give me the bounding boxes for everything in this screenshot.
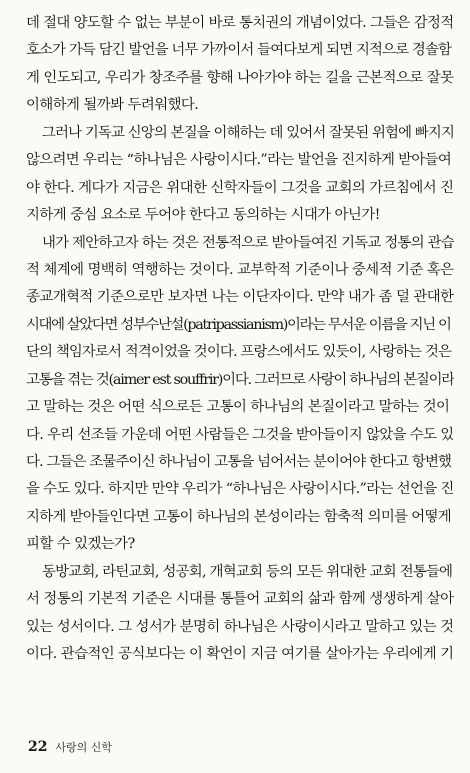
page-number: 22 [28, 739, 48, 755]
text-line: 단의 책임자로서 적격이었을 것이다. 프랑스에서도 있듯이, 사랑하는 것은 [26, 344, 452, 361]
text-line: 피할 수 있겠는가? [26, 536, 135, 553]
body-text [26, 10, 454, 669]
text-line: 고통을 겪는 것(aimer est souffrir)이다. 그러므로 사랑이 하나님의 본질이라 [26, 371, 454, 388]
page-footer [28, 739, 112, 755]
text-line: 종교개혁적 기준으로만 보자면 나는 이단자이다. 만약 내가 좀 덜 관대한 [26, 289, 454, 306]
text-line: 지하게 받아들인다면 고통이 하나님의 본성이라는 함축적 의미를 어떻게 [26, 508, 452, 525]
text-line: 다. 우리 선조들 가운데 어떤 사람들은 그것을 받아들이지 않았을 수도 있 [26, 426, 454, 443]
text-line: 호소가 가득 담긴 발언을 너무 가까이서 들여다보게 되면 지적으로 경솔함 [26, 42, 452, 59]
text-line: 데 절대 양도할 수 없는 부분이 바로 통치권의 개념이었다. 그들은 감정적 [26, 15, 454, 31]
text-line: 있는 성서이다. 그 성서가 분명히 하나님은 사랑이시라고 말하고 있는 것 [26, 618, 454, 635]
text-line: 시대에 살았다면 성부수난설(patripassianism)이라는 무서운 이름을 지닌 이 [26, 316, 451, 333]
running-title: 사랑의 신학 [55, 741, 112, 754]
text-line: 동방교회, 라틴교회, 성공회, 개혁교회 등의 모든 위대한 교회 전통들에 [42, 563, 453, 580]
text-line: 내가 제안하고자 하는 것은 전통적으로 받아들여진 기독교 정통의 관습 [42, 234, 454, 251]
text-line: 않으려면 우리는 “하나님은 사랑이시다.”라는 발언을 진지하게 받아들여 [26, 152, 452, 169]
text-line: 지하게 중심 요소로 두어야 한다고 동의하는 시대가 아닌가! [26, 207, 380, 224]
text-line: 적 체계에 명백히 역행하는 것이다. 교부학적 기준이나 중세적 기준 혹은 [26, 261, 454, 278]
text-line: 그러나 기독교 신앙의 본질을 이해하는 데 있어서 잘못된 위험에 빠지지 [42, 124, 454, 141]
text-line: 서 정통의 기본적 기준은 시대를 통틀어 교회의 삶과 함께 생생하게 살아 [26, 591, 454, 608]
text-line: 다. 그들은 조물주이신 하나님이 고통을 넘어서는 분이어야 한다고 항변했 [26, 454, 452, 470]
text-line: 이다. 관습적인 공식보다는 이 확언이 지금 여기를 살아가는 우리에게 기 [26, 646, 454, 663]
text-line: 게 인도되고, 우리가 창조주를 향해 나아가야 하는 길을 근본적으로 잘못 [26, 69, 454, 86]
text-line: 을 수도 있다. 하지만 만약 우리가 “하나님은 사랑이시다.”라는 선언을 진 [26, 481, 454, 498]
text-line: 고 말하는 것은 어떤 식으로든 고통이 하나님의 본질이라고 말하는 것이 [26, 399, 450, 416]
text-line: 이해하게 될까봐 두려워했다. [26, 97, 199, 114]
text-line: 야 한다. 게다가 지금은 위대한 신학자들이 그것을 교회의 가르침에서 진 [26, 179, 454, 196]
